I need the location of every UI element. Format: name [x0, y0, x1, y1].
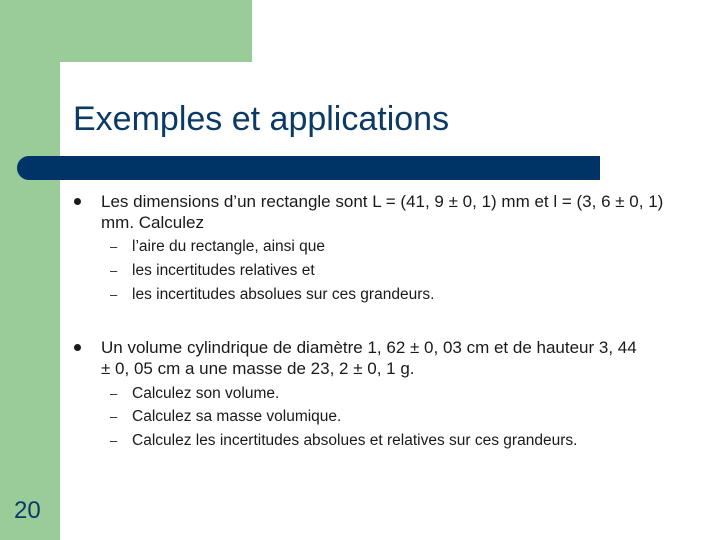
- sub-item: [110, 431, 578, 451]
- sub-item: [110, 407, 342, 427]
- sub-item-text: l’aire du rectangle, ainsi que: [132, 238, 326, 255]
- dash-icon: –: [110, 433, 118, 448]
- bullet-dot-icon: [74, 198, 81, 205]
- sub-item-text: Calculez sa masse volumique.: [132, 408, 342, 425]
- sub-item-text: les incertitudes absolues sur ces grandeurs.: [132, 286, 435, 303]
- sub-item-text: les incertitudes relatives et: [132, 262, 315, 279]
- bullet-item: [101, 337, 641, 379]
- slide-title: Exemples et applications: [73, 100, 450, 138]
- bullet-text: Un volume cylindrique de diamètre 1, 62 ± 0, 03 cm et de hauteur 3, 44 ± 0, 05 cm a une masse de 23, 2 ± 0, 1 g.: [101, 338, 637, 378]
- dash-icon: –: [110, 386, 118, 401]
- sub-item: [110, 384, 280, 404]
- sub-item-text: Calculez son volume.: [132, 385, 280, 402]
- bullet-item: [101, 191, 671, 233]
- dash-icon: –: [110, 239, 118, 254]
- sub-item: [110, 261, 315, 281]
- dash-icon: –: [110, 287, 118, 302]
- sub-item-text: Calculez les incertitudes absolues et relatives sur ces grandeurs.: [132, 432, 578, 449]
- slide-number: 20: [14, 497, 41, 524]
- sub-item: [110, 237, 326, 257]
- dash-icon: –: [110, 263, 118, 278]
- bullet-text: Les dimensions d’un rectangle sont L = (41, 9 ± 0, 1) mm et l = (3, 6 ± 0, 1) mm. Calculez: [101, 192, 664, 232]
- sub-item: [110, 285, 435, 305]
- bullet-dot-icon: [74, 344, 81, 351]
- dash-icon: –: [110, 409, 118, 424]
